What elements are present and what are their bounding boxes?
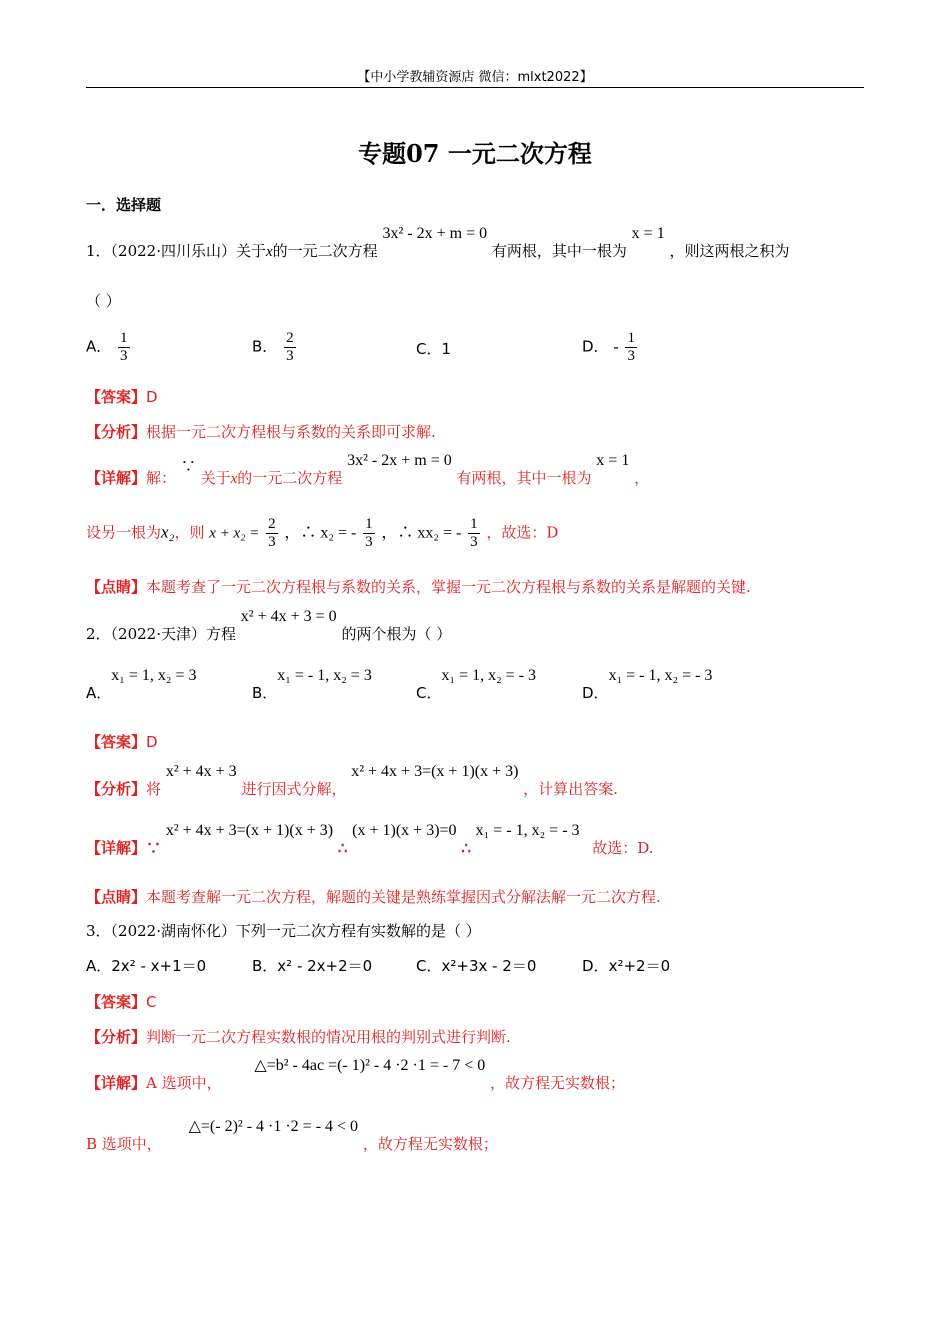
q3-stem: 3．（2022·湖南怀化）下列一元二次方程有实数解的是（ ）	[86, 922, 481, 940]
q2-equation: x² + 4x + 3 = 0	[240, 608, 337, 625]
q1-answer: 【答案】D	[86, 388, 158, 406]
q1-pre: 1．（2022·四川乐山）关于	[86, 242, 266, 260]
q1-detail-line2: 设另一根为x₂，则 x + x₂ = $\frac{2}{3}$ ，∴ x₂ = - $\frac{1}{3}$ ，∴ xx₂ = - $\frac{1}{3}$ ，故选：D	[86, 516, 559, 550]
q3-answer: 【答案】C	[86, 993, 157, 1011]
q1-post2: ，则这两根之积为	[669, 242, 790, 260]
q2-comment: 【点睛】本题考查解一元二次方程，解题的关键是熟练掌握因式分解法解一元二次方程.	[86, 888, 661, 906]
q1-comment: 【点睛】本题考查了一元二次方程根与系数的关系，掌握一元二次方程根与系数的关系是解题的关键.	[86, 578, 751, 596]
q3-detail-a: 【详解】A 选项中， △=b² - 4ac =(- 1)² - 4 ·2 ·1 = - 7 < 0 ，故方程无实数根；	[86, 1057, 626, 1092]
q2-option-b: B．x₁ = - 1, x₂ = 3	[252, 667, 372, 702]
q3-option-b: B．x² - 2x+2＝0	[252, 957, 373, 975]
header-rule	[86, 87, 864, 88]
q2-option-a: A．x₁ = 1, x₂ = 3	[86, 667, 197, 702]
q1-post1: 有两根，其中一根为	[491, 242, 627, 260]
q2-analysis: 【分析】将 x² + 4x + 3 进行因式分解， x² + 4x + 3=(x + 1)(x + 3) ，计算出答案.	[86, 763, 619, 798]
q3-option-d: D．x²+2＝0	[582, 957, 671, 975]
page-header: 【中小学教辅资源店 微信：mlxt2022】	[357, 70, 593, 85]
section-heading: 一．选择题	[86, 196, 162, 214]
q1-equation: 3x² - 2x + m = 0	[382, 225, 488, 242]
therefore-symbol: ∴	[337, 839, 348, 857]
q1-detail: 【详解】解： ∵ 关于x的一元二次方程 3x² - 2x + m = 0 有两根，其中一根为 x = 1 ，	[86, 452, 650, 487]
q1-mid: 的一元二次方程	[272, 242, 378, 260]
q1-var: x	[266, 244, 273, 260]
because-symbol: ∵	[180, 457, 196, 475]
q3-analysis: 【分析】判断一元二次方程实数根的情况用根的判别式进行判断.	[86, 1028, 511, 1046]
q1-option-d: D． - $\frac{1}{3}$	[582, 330, 635, 364]
page-title: 专题07 一元二次方程	[358, 139, 592, 168]
q2-option-c: C．x₁ = 1, x₂ = - 3	[416, 667, 537, 702]
q1-stem	[86, 225, 790, 261]
because-symbol: ∵	[146, 839, 162, 857]
q1-option-c: C．1	[416, 340, 452, 358]
therefore-symbol: ∴	[461, 839, 471, 857]
q1-analysis: 【分析】根据一元二次方程根与系数的关系即可求解.	[86, 423, 436, 441]
q1-root: x = 1	[631, 225, 665, 242]
q2-option-d: D．x₁ = - 1, x₂ = - 3	[582, 667, 713, 702]
q1-option-b: B． $\frac{2}{3}$	[252, 330, 294, 364]
q2-detail: 【详解】∵ x² + 4x + 3=(x + 1)(x + 3) ∴ (x + 1)(x + 3)=0 ∴ x₁ = - 1, x₂ = - 3 故选：D.	[86, 822, 654, 857]
q1-option-a: A． $\frac{1}{3}$	[86, 330, 128, 364]
q2-stem: 2．（2022·天津）方程 x² + 4x + 3 = 0 的两个根为（ ）	[86, 608, 452, 643]
q1-paren: （ ）	[86, 292, 121, 310]
q2-answer: 【答案】D	[86, 733, 158, 751]
q3-detail-b: B 选项中， △=(- 2)² - 4 ·1 ·2 = - 4 < 0 ，故方程无实数根；	[86, 1118, 498, 1153]
q3-option-a: A．2x² - x+1＝0	[86, 957, 207, 975]
q3-option-c: C．x²+3x - 2＝0	[416, 957, 537, 975]
